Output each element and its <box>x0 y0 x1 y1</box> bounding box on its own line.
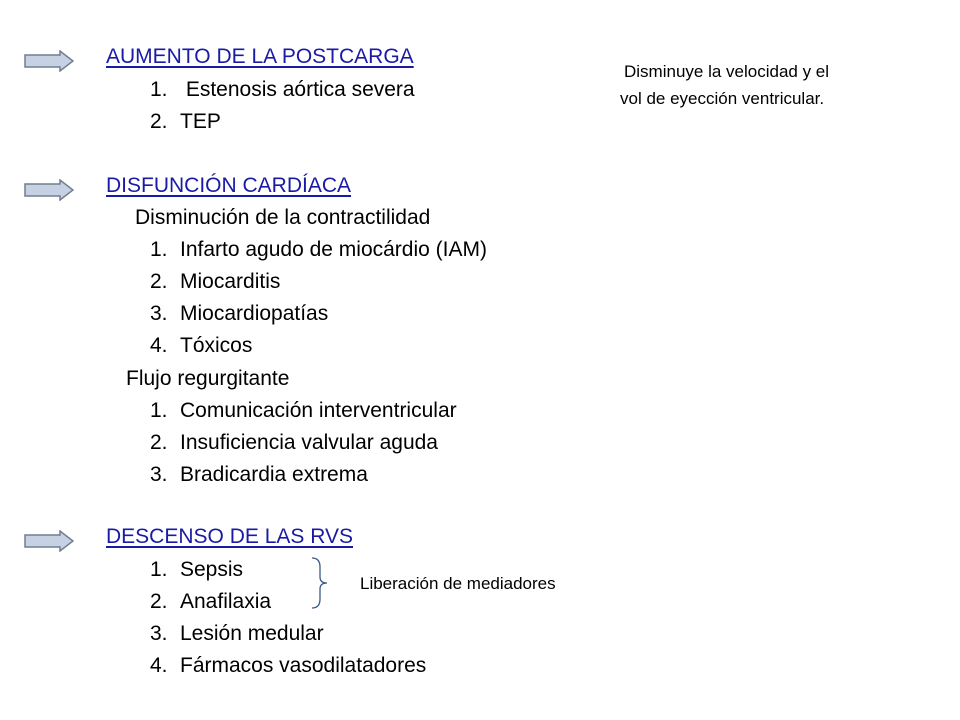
list-item: 1. Infarto agudo de miocárdio (IAM) <box>150 238 487 261</box>
subheading-regurgitante: Flujo regurgitante <box>126 367 290 390</box>
list-item: 2. TEP <box>150 110 221 133</box>
list-item: 1. Comunicación interventricular <box>150 399 457 422</box>
list-item: 2. Anafilaxia <box>150 590 272 613</box>
list-item: 2. Miocarditis <box>150 270 281 293</box>
heading-disfuncion: DISFUNCIÓN CARDÍACA <box>106 174 352 197</box>
heading-postcarga: AUMENTO DE LA POSTCARGA <box>106 45 414 68</box>
list-item: 3. Bradicardia extrema <box>150 463 368 486</box>
list-item: 3. Lesión medular <box>150 622 324 645</box>
arrow-icon <box>24 530 74 552</box>
arrow-icon <box>24 50 74 72</box>
arrow-icon <box>24 179 74 201</box>
heading-rvs: DESCENSO DE LAS RVS <box>106 525 354 548</box>
list-item: 4. Tóxicos <box>150 334 253 357</box>
list-item: 2. Insuficiencia valvular aguda <box>150 431 438 454</box>
note-postcarga-line1: Disminuye la velocidad y el <box>624 62 830 81</box>
list-item: 4. Fármacos vasodilatadores <box>150 654 427 677</box>
list-item: 3. Miocardiopatías <box>150 302 329 325</box>
note-mediadores: Liberación de mediadores <box>360 574 556 593</box>
list-item: 1. Estenosis aórtica severa <box>150 78 415 101</box>
subheading-contractilidad: Disminución de la contractilidad <box>135 206 431 229</box>
brace-icon <box>310 557 330 609</box>
list-item: 1. Sepsis <box>150 558 244 581</box>
note-postcarga-line2: vol de eyección ventricular. <box>620 89 825 108</box>
